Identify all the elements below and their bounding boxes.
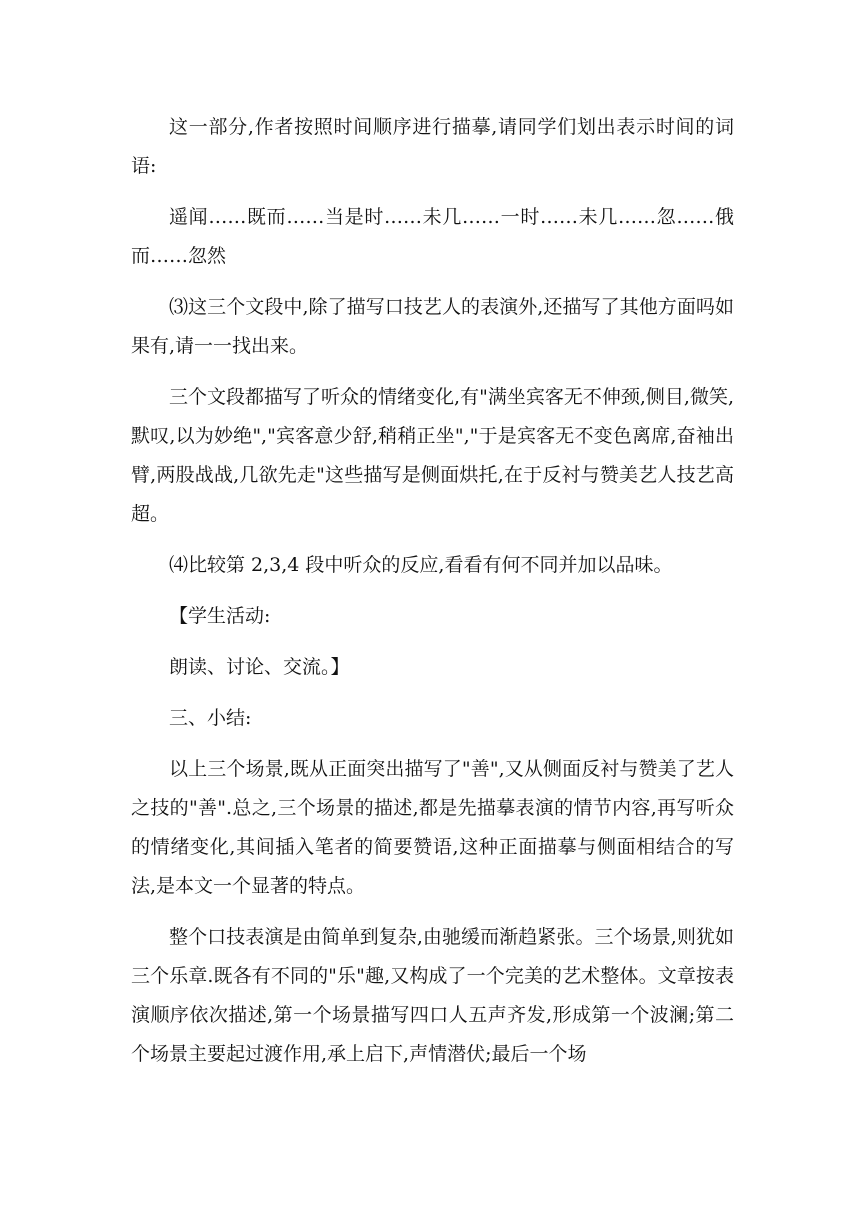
- paragraph-summary-1: 以上三个场景,既从正面突出描写了"善",又从侧面反衬与赞美了艺人之技的"善".总之,三个场景的描述,都是先描摹表演的情节内容,再写听众的情绪变化,其间插入笔者的简要赞语,这种正面描摹与侧面相结合的写法,是本文一个显著的特点。: [131, 758, 734, 897]
- paragraph-time-words: 遥闻……既而……当是时……未几……一时……未几……忽……俄而……忽然: [131, 206, 734, 267]
- paragraph-question-3: ⑶这三个文段中,除了描写口技艺人的表演外,还描写了其他方面吗如果有,请一一找出来。: [131, 296, 734, 357]
- paragraph-question-4: ⑷比较第 2,3,4 段中听众的反应,看看有何不同并加以品味。: [169, 554, 673, 576]
- paragraph-activity-detail: 朗读、讨论、交流。】: [169, 656, 350, 678]
- document-body: [131, 108, 734, 1086]
- paragraph-time-order: 这一部分,作者按照时间顺序进行描摹,请同学们划出表示时间的词语:: [131, 116, 734, 177]
- section-heading-summary: 三、小结:: [169, 707, 252, 729]
- paragraph-audience-reaction: 三个文段都描写了听众的情绪变化,有"满坐宾客无不伸颈,侧目,微笑,默叹,以为妙绝","宾客意少舒,稍稍正坐","于是宾客无不变色离席,奋袖出臂,两股战战,几欲先走"这些描写是侧面烘托,在于反衬与赞美艺人技艺高超。: [131, 386, 734, 525]
- paragraph-summary-2: 整个口技表演是由简单到复杂,由驰缓而渐趋紧张。三个场景,则犹如三个乐章.既各有不同的"乐"趣,又构成了一个完美的艺术整体。文章按表演顺序依次描述,第一个场景描写四口人五声齐发,形成第一个波澜;第二个场景主要起过渡作用,承上启下,声情潜伏;最后一个场: [131, 926, 734, 1065]
- paragraph-student-activity: 【学生活动:: [169, 605, 271, 627]
